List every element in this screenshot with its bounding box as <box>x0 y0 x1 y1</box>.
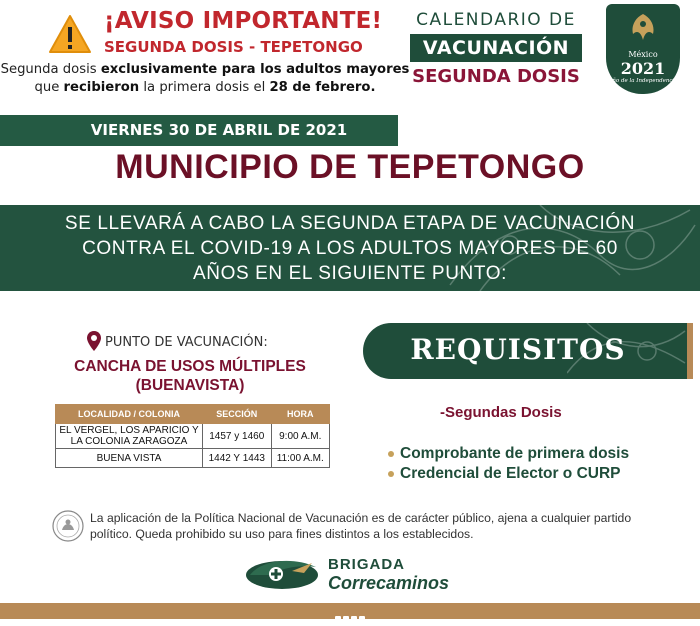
requisitos-subtitle: -Segundas Dosis <box>440 404 562 421</box>
requisitos-banner <box>363 323 693 379</box>
calendar-title-bottom: SEGUNDA DOSIS <box>412 66 580 87</box>
table-row <box>56 424 330 449</box>
aviso-title: ¡AVISO IMPORTANTE! <box>104 8 383 34</box>
aviso-line-2 <box>0 80 410 95</box>
aviso-line-2-c: la primera dosis el <box>139 80 270 95</box>
announcement-line-3: AÑOS EN EL SIGUIENTE PUNTO: <box>193 263 507 284</box>
announcement-line-2: CONTRA EL COVID-19 A LOS ADULTOS MAYORES DE 60 <box>82 238 618 259</box>
instagram-icon <box>351 616 357 622</box>
logo-year: 2021 <box>620 59 666 78</box>
aviso-line-2-d: 28 de febrero. <box>269 80 376 95</box>
date-strip <box>0 115 398 146</box>
logo-tagline: Año de la Independencia <box>608 78 678 84</box>
bullet-icon <box>388 471 394 477</box>
col-localidad: LOCALIDAD / COLONIA <box>56 405 203 424</box>
schedule-table <box>55 404 330 468</box>
requirement-text: Comprobante de primera dosis <box>400 445 630 462</box>
social-icons <box>334 607 366 626</box>
aviso-line-1-b: exclusivamente para los adultos mayores <box>100 62 410 77</box>
cell-seccion: 1442 Y 1443 <box>203 449 272 468</box>
vaccination-place <box>40 357 340 395</box>
correcaminos-label: Correcaminos <box>328 573 450 593</box>
requirement-text: Credencial de Elector o CURP <box>400 465 621 482</box>
calendar-title-band: VACUNACIÓN <box>410 34 582 62</box>
cell-hora: 9:00 A.M. <box>271 424 329 449</box>
legal-notice: La aplicación de la Política Nacional de Vacunación es de carácter público, ajena a cualquier partido político. Queda prohibido su uso para fines distintos a los establecidos. <box>90 511 632 541</box>
requirement-item <box>388 445 629 463</box>
bullet-icon <box>388 451 394 457</box>
twitter-icon <box>343 616 349 622</box>
cell-seccion: 1457 y 1460 <box>203 424 272 449</box>
announcement-line-1: SE LLEVARÁ A CABO LA SEGUNDA ETAPA DE VACUNACIÓN <box>64 213 636 234</box>
warning-icon <box>48 14 92 54</box>
youtube-icon <box>359 616 365 622</box>
aviso-subtitle: SEGUNDA DOSIS - TEPETONGO <box>104 38 363 56</box>
brigada-roadrunner-icon <box>242 553 320 595</box>
col-hora: HORA <box>271 405 329 424</box>
aviso-line-1-a: Segunda dosis <box>0 62 101 77</box>
cell-localidad: BUENA VISTA <box>56 449 203 468</box>
bottom-bar <box>0 603 700 619</box>
calendar-title-top: CALENDARIO DE <box>416 10 576 30</box>
announcement-text <box>0 211 700 286</box>
requisitos-title: REQUISITOS <box>410 333 626 366</box>
table-header-row <box>56 405 330 424</box>
place-line-1: CANCHA DE USOS MÚLTIPLES <box>74 358 306 375</box>
municipio-title: MUNICIPIO DE TEPETONGO <box>115 148 585 186</box>
logo-country: México <box>628 50 658 59</box>
announcement-band <box>0 205 700 291</box>
col-seccion: SECCIÓN <box>203 405 272 424</box>
date-text: VIERNES 30 DE ABRIL DE 2021 <box>90 121 348 139</box>
eagle-emblem-icon <box>623 10 663 48</box>
aviso-line-1 <box>0 62 410 77</box>
table-row <box>56 449 330 468</box>
facebook-icon <box>335 616 341 622</box>
aviso-line-2-b: recibieron <box>63 80 140 95</box>
cell-localidad: EL VERGEL, LOS APARICIO Y LA COLONIA ZARAGOZA <box>56 424 203 449</box>
brigada-label: BRIGADA <box>328 556 405 573</box>
aviso-line-2-a: que <box>34 80 64 95</box>
cell-hora: 11:00 A.M. <box>271 449 329 468</box>
mexico-2021-logo <box>606 4 680 94</box>
requirement-item <box>388 465 621 483</box>
location-pin-icon <box>86 330 102 352</box>
punto-label: PUNTO DE VACUNACIÓN: <box>105 335 268 350</box>
gold-edge <box>687 323 693 379</box>
place-line-2: (BUENAVISTA) <box>135 377 245 394</box>
national-seal-icon <box>52 510 84 542</box>
